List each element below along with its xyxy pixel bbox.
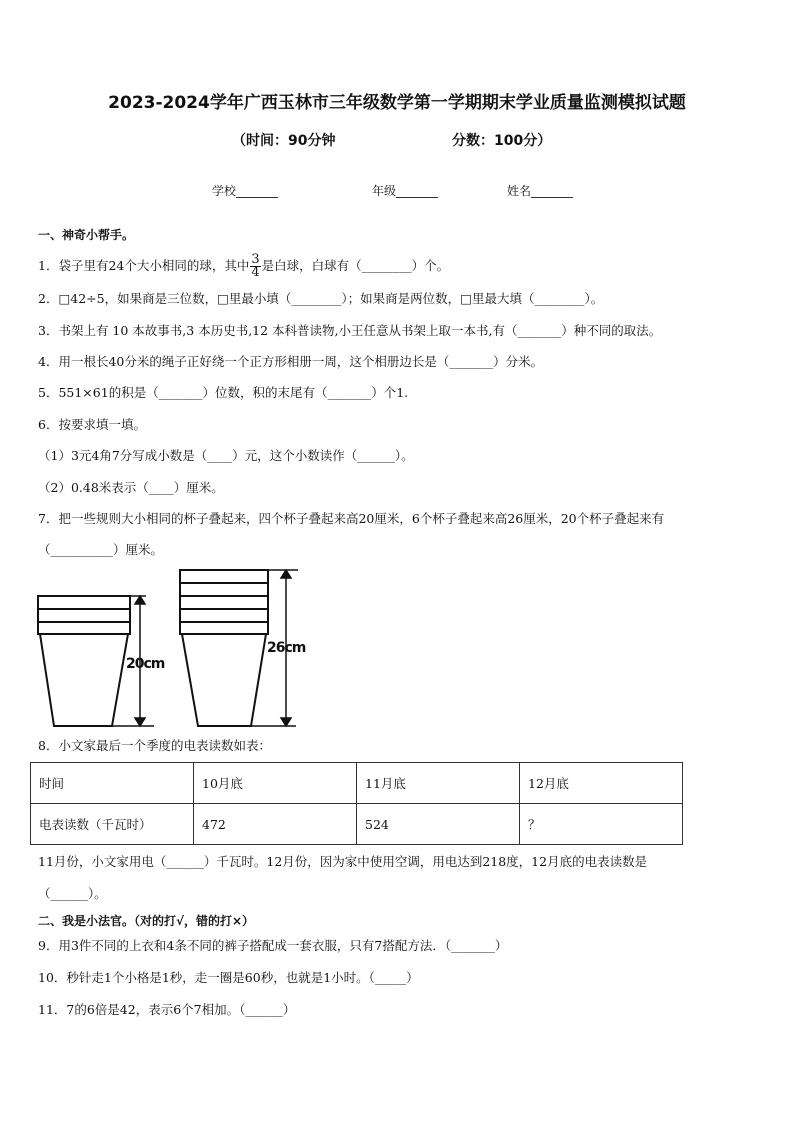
- question-2: 2．□42÷5，如果商是三位数，□里最小填（________）；如果商是两位数，□里最大填（________）。: [38, 291, 604, 306]
- cup-right-rim-3: [180, 596, 268, 609]
- question-7-line-2: （__________）厘米。: [38, 542, 164, 557]
- question-6-part-1: （1）3元4角7分写成小数是（____）元，这个小数读作（______）。: [38, 448, 414, 463]
- meter-reading-table: [30, 762, 683, 845]
- question-11: 11．7的6倍是42，表示6个7相加。（______）: [38, 1002, 296, 1017]
- question-6: 6．按要求填一填。: [38, 417, 146, 432]
- table-row: [31, 804, 683, 845]
- cup-right-rim-5: [180, 570, 268, 583]
- table-cell: 11月底: [357, 763, 520, 804]
- section-2-heading: 二、我是小法官。（对的打√，错的打×）: [38, 914, 255, 928]
- question-10: 10．秒针走1个小格是1秒，走一圈是60秒，也就是1小时。（_____）: [38, 970, 419, 985]
- table-cell: 524: [357, 804, 520, 845]
- table-header-row: [31, 763, 683, 804]
- table-cell: ？: [520, 804, 683, 845]
- cup-left-rim-2: [38, 609, 130, 622]
- page-title: 2023-2024学年广西玉林市三年级数学第一学期期末学业质量监测模拟试题: [108, 93, 686, 113]
- cup-left-rim-1: [38, 622, 130, 634]
- cup-right-rim-4: [180, 583, 268, 596]
- question-7-line-1: 7．把一些规则大小相同的杯子叠起来，四个杯子叠起来高20厘米，6个杯子叠起来高26厘米，20个杯子叠起来有: [38, 511, 665, 526]
- fraction-denominator: 4: [251, 265, 260, 280]
- grade-field: 年级_______: [372, 184, 439, 198]
- question-3: 3．书架上有 10 本故事书,3 本历史书,12 本科普读物,小王任意从书架上取一本书,有（_______）种不同的取法。: [38, 323, 662, 338]
- exam-score: 分数：100分）: [452, 133, 552, 149]
- question-4: 4．用一根长40分米的绳子正好绕一个正方形相册一周，这个相册边长是（_______）分米。: [38, 354, 544, 369]
- table-cell: 时间: [31, 763, 194, 804]
- cup-right-rim-1: [180, 622, 268, 634]
- cup-left-rim-3: [38, 596, 130, 609]
- fraction-three-quarters: [250, 254, 260, 279]
- cup-right-rim-2: [180, 609, 268, 622]
- question-9: 9．用3件不同的上衣和4条不同的裤子搭配成一套衣服，只有7搭配方法．（_______）: [38, 938, 508, 953]
- question-8-line-1: 11月份，小文家用电（______）千瓦时。12月份，因为家中使用空调，用电达到218度，12月底的电表读数是: [38, 854, 648, 869]
- question-1: [38, 254, 449, 279]
- table-cell: 10月底: [194, 763, 357, 804]
- school-field: 学校_______: [212, 184, 279, 198]
- height-label-20cm: 20cm: [126, 656, 165, 672]
- name-field: 姓名_______: [507, 184, 574, 198]
- question-8: 8．小文家最后一个季度的电表读数如表：: [38, 738, 271, 753]
- table-cell: 电表读数（千瓦时）: [31, 804, 194, 845]
- cup-left-base: [40, 634, 128, 726]
- question-6-part-2: （2）0.48米表示（____）厘米。: [38, 480, 224, 495]
- height-label-26cm: 26cm: [267, 640, 306, 656]
- question-1-prefix: 1．袋子里有24个大小相同的球，其中: [38, 258, 250, 273]
- question-5: 5．551×61的积是（_______）位数，积的末尾有（_______）个1.: [38, 385, 409, 400]
- table-cell: 12月底: [520, 763, 683, 804]
- exam-time: （时间：90分钟: [232, 133, 336, 149]
- section-1-heading: 一、神奇小帮手。: [38, 228, 135, 242]
- fraction-numerator: 3: [251, 252, 260, 267]
- stacked-cups-figure: [30, 565, 320, 730]
- cup-right-base: [182, 634, 266, 726]
- table-cell: 472: [194, 804, 357, 845]
- question-1-suffix: 是白球，白球有（________）个。: [261, 258, 450, 273]
- question-8-line-2: （______）。: [38, 886, 107, 901]
